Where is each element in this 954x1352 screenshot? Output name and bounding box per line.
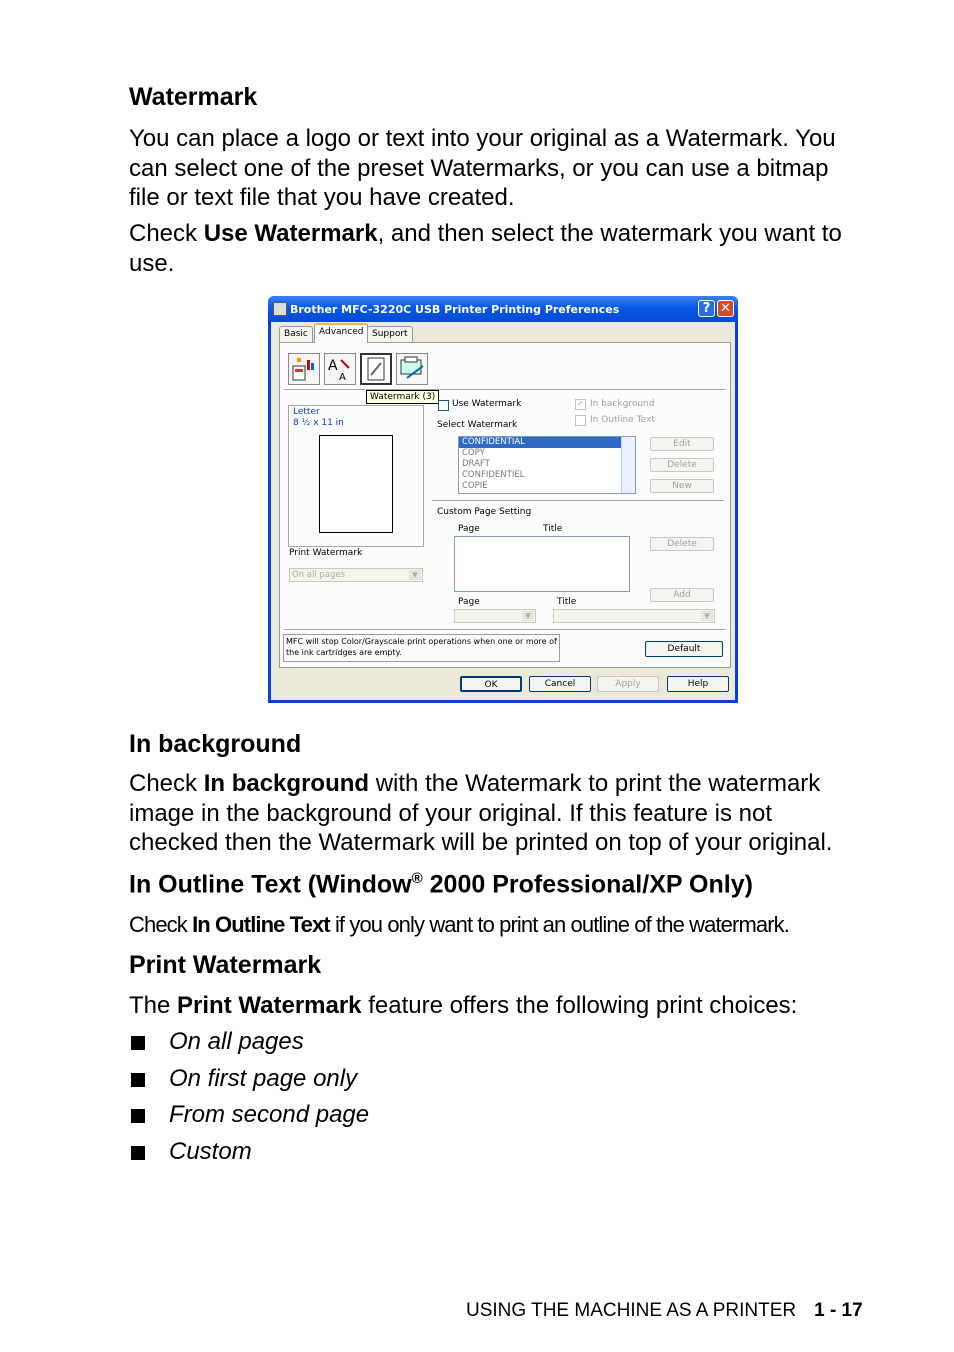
bold-term: In background — [203, 770, 370, 797]
in-background-checkbox[interactable]: ✓ — [575, 399, 586, 410]
close-button[interactable]: ✕ — [717, 300, 734, 317]
footer-text: USING THE MACHINE AS A PRINTER — [466, 1300, 797, 1321]
select-value: On all pages — [292, 570, 346, 580]
delete-button[interactable]: Delete — [650, 458, 714, 472]
list-item[interactable]: CONFIDENTIAL — [459, 437, 635, 448]
bold-term: Use Watermark — [203, 220, 378, 247]
bullet-icon — [131, 1146, 145, 1160]
registered-mark: ® — [411, 870, 423, 887]
custom-page-setting-label: Custom Page Setting — [437, 507, 532, 517]
print-watermark-select[interactable] — [289, 568, 423, 582]
heading-watermark: Watermark — [129, 83, 258, 111]
printer-icon — [273, 302, 287, 316]
add-button[interactable]: Add — [650, 588, 714, 602]
text: In Outline Text (Window — [129, 870, 412, 899]
printing-preferences-dialog — [268, 296, 738, 703]
ok-button[interactable]: OK — [460, 676, 522, 692]
watermark-icon[interactable] — [360, 353, 392, 385]
text: with the Watermark to print the watermark — [369, 770, 821, 797]
heading-in-background: In background — [129, 730, 302, 758]
print-choices-list — [129, 1024, 369, 1170]
list-item — [129, 1024, 369, 1061]
watermark-listbox[interactable] — [458, 436, 636, 494]
paper-dims: 8 ½ x 11 in — [293, 418, 344, 428]
print-watermark-label: Print Watermark — [289, 548, 363, 558]
text: The — [129, 992, 178, 1019]
text: image in the background of your original. If this feature is not — [129, 799, 773, 827]
choice-label: On all pages — [169, 1028, 304, 1055]
advanced-panel — [279, 342, 731, 668]
watermark-instruction — [129, 219, 889, 278]
bold-term: In Outline Text — [192, 912, 330, 937]
default-button[interactable]: Default — [645, 641, 723, 657]
divider — [284, 389, 726, 390]
choice-label: On first page only — [169, 1064, 358, 1092]
col-title-header: Title — [543, 524, 563, 534]
svg-text:A: A — [339, 372, 346, 383]
col-page-header: Page — [458, 524, 480, 534]
chevron-down-icon: ▼ — [522, 611, 534, 621]
text: Check — [129, 770, 204, 797]
dialog-client — [271, 322, 735, 700]
use-watermark-checkbox[interactable] — [438, 400, 449, 411]
text: feature offers the following print choices: — [361, 992, 798, 1019]
in-outline-text — [129, 910, 929, 940]
divider — [432, 500, 724, 501]
cancel-button[interactable]: Cancel — [529, 676, 591, 692]
page-label: Page — [458, 597, 480, 607]
bold-term: Print Watermark — [177, 992, 362, 1019]
tab-basic[interactable]: Basic — [279, 326, 313, 342]
bullet-icon — [131, 1073, 145, 1087]
text: checked then the Watermark will be printed on top of your original. — [129, 829, 833, 856]
scrollbar[interactable] — [621, 437, 635, 493]
list-item[interactable]: COPIE — [462, 481, 488, 491]
watermark-intro-line: file or text file that you have created. — [129, 184, 515, 211]
watermark-intro-line: You can place a logo or text into your original as a Watermark. You — [129, 125, 836, 152]
tab-support[interactable]: Support — [367, 326, 413, 342]
list-item[interactable]: CONFIDENTIEL — [462, 470, 525, 480]
heading-print-watermark: Print Watermark — [129, 951, 322, 979]
text: Check — [129, 220, 204, 247]
list-item[interactable]: COPY — [462, 448, 485, 458]
choice-label: Custom — [169, 1137, 252, 1165]
list-item — [129, 1061, 369, 1098]
select-watermark-label: Select Watermark — [437, 420, 518, 430]
dialog-titlebar — [268, 296, 738, 322]
title-label: Title — [557, 597, 577, 607]
watermark-intro-line: can select one of the preset Watermarks, or you can use a bitmap — [129, 154, 829, 182]
watermark-intro — [129, 124, 889, 213]
scaling-icon[interactable] — [324, 353, 356, 385]
list-item — [129, 1134, 369, 1171]
status-line: MFC will stop Color/Grayscale print operations when one or more of — [286, 637, 557, 646]
dialog-title: Brother MFC-3220C USB Printer Printing Preferences — [290, 303, 620, 316]
page-footer — [466, 1300, 863, 1322]
delete-custom-button[interactable]: Delete — [650, 537, 714, 551]
title-select[interactable] — [553, 609, 715, 623]
new-button[interactable]: New — [650, 479, 714, 493]
paper-size: Letter — [293, 407, 320, 417]
custom-page-list[interactable] — [454, 536, 630, 592]
color-icon[interactable] — [288, 353, 320, 385]
list-item[interactable]: DRAFT — [462, 459, 490, 469]
use-watermark-label: Use Watermark — [452, 399, 522, 409]
list-item — [129, 1097, 369, 1134]
apply-button[interactable]: Apply — [597, 676, 659, 692]
choice-label: From second page — [169, 1101, 370, 1128]
chevron-down-icon: ▼ — [701, 611, 713, 621]
bullet-icon — [131, 1036, 145, 1050]
svg-text:A: A — [328, 358, 338, 374]
in-background-label: In background — [590, 399, 655, 409]
text: Check — [129, 912, 193, 937]
text: , and then select the watermark you want to — [377, 220, 842, 247]
status-line: the ink cartridges are empty. — [286, 648, 402, 657]
page-number: 1 - 17 — [814, 1300, 863, 1321]
in-outline-text-checkbox[interactable] — [575, 415, 586, 426]
in-background-text — [129, 769, 889, 858]
status-box — [283, 634, 560, 662]
text: use. — [129, 249, 175, 277]
tab-advanced[interactable]: Advanced — [314, 323, 368, 343]
edit-button[interactable]: Edit — [650, 437, 714, 451]
bullet-icon — [131, 1109, 145, 1123]
watermark-tooltip: Watermark (3) — [366, 390, 439, 404]
print-watermark-text — [129, 991, 889, 1021]
help-title-button[interactable]: ? — [698, 300, 715, 317]
page-select[interactable] — [454, 609, 536, 623]
divider — [284, 629, 726, 630]
help-button[interactable]: Help — [667, 676, 729, 692]
print-options-icon[interactable] — [396, 353, 428, 385]
in-outline-text-label: In Outline Text — [590, 415, 655, 425]
heading-in-outline-text — [129, 870, 753, 899]
chevron-down-icon: ▼ — [409, 570, 421, 580]
text: if you only want to print an outline of the watermark. — [329, 912, 789, 937]
text: 2000 Professional/XP Only) — [422, 870, 753, 899]
page-preview — [319, 435, 393, 533]
